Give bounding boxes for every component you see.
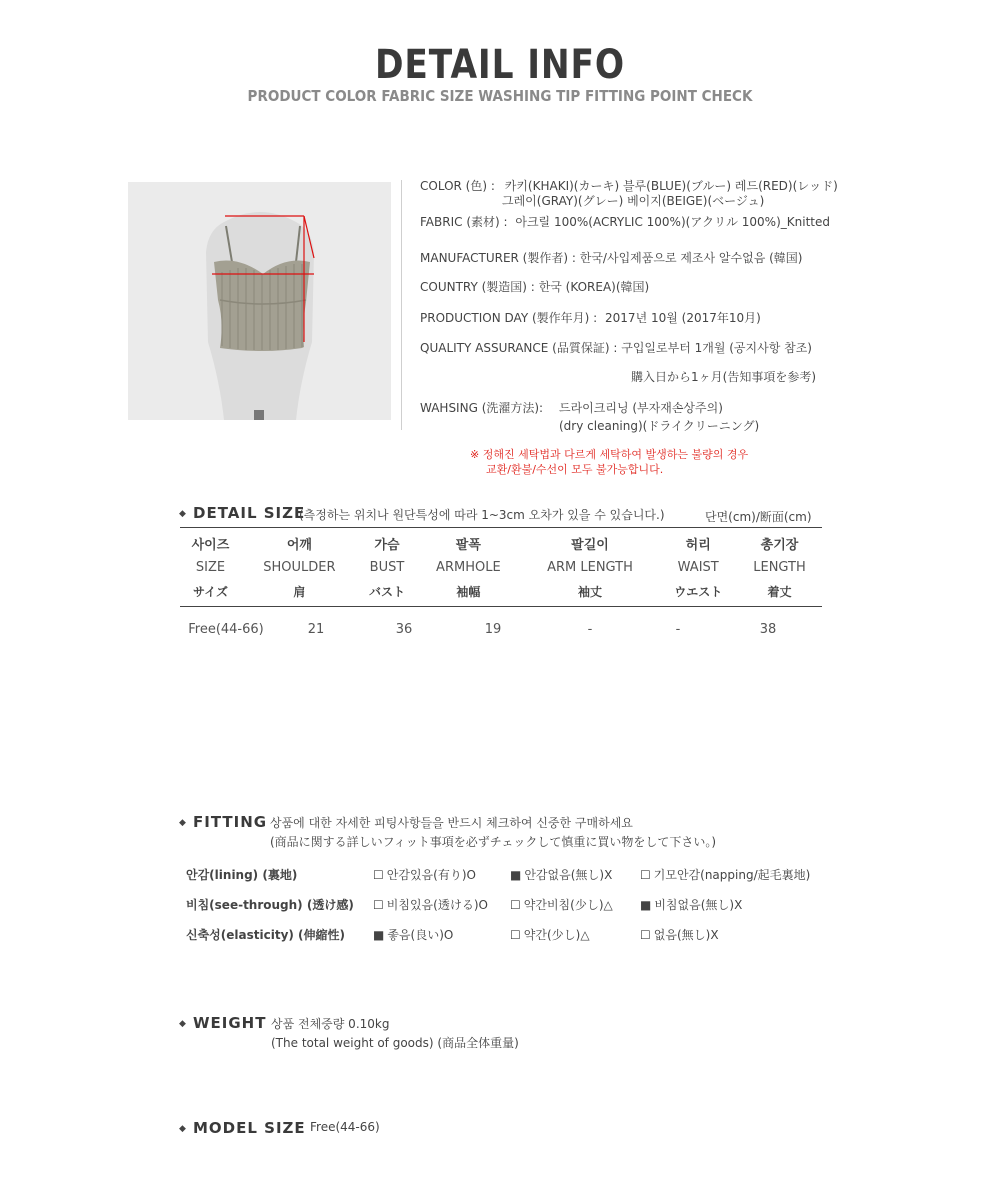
detail-size-unit: 단면(cm)/断面(cm) (705, 510, 812, 524)
table-header-rule (180, 606, 822, 607)
manufacturer-row (420, 250, 802, 266)
size-table-header-cell: WAIST (677, 559, 719, 575)
unchecked-box-icon: ☐ (640, 928, 651, 942)
unchecked-box-icon: ☐ (640, 868, 651, 882)
fitting-option (640, 866, 810, 883)
unchecked-box-icon: ☐ (510, 928, 521, 942)
fitting-option-label: 약간비침(少し)△ (523, 898, 613, 912)
size-table-header-jp (180, 578, 822, 604)
size-table-header-cell: ARMHOLE (436, 559, 501, 575)
table-cell: Free(44-66) (188, 621, 264, 637)
unchecked-box-icon: ☐ (373, 868, 384, 882)
model-size-heading: MODEL SIZE (193, 1119, 306, 1137)
size-table-header-en (180, 556, 822, 578)
bullet-icon: ◆ (179, 818, 186, 828)
production-label: PRODUCTION DAY (製作年月) : (420, 311, 598, 325)
size-table-header-cell: ウエスト (674, 584, 723, 599)
size-table-body (180, 618, 822, 640)
model-size-value: Free(44-66) (310, 1120, 380, 1134)
size-table-header-cell: 着丈 (767, 584, 792, 599)
manufacturer-value: 한국/사입제품으로 제조사 알수없음 (韓国) (579, 251, 803, 265)
size-table-header-cell: サイズ (192, 584, 228, 599)
size-table (180, 530, 822, 604)
size-table-header-ko (180, 530, 822, 556)
qa-row (420, 340, 812, 356)
bullet-icon: ◆ (179, 509, 186, 519)
size-table-header-cell: 어깨 (286, 537, 312, 553)
fitting-option-label: 비침있음(透ける)O (386, 898, 488, 912)
table-top-rule (180, 527, 822, 528)
country-row (420, 279, 649, 295)
table-cell: 19 (484, 621, 502, 637)
size-table-header-cell: バスト (368, 584, 405, 599)
color-value-line2: 그레이(GRAY)(グレー) 베이지(BEIGE)(ベージュ) (502, 194, 765, 208)
production-value: 2017년 10월 (2017年10月) (605, 311, 761, 325)
washing-value-line2: (dry cleaning)(ドライクリーニング) (559, 419, 760, 433)
manufacturer-label: MANUFACTURER (製作者) : (420, 251, 576, 265)
size-table-header-cell: ARM LENGTH (547, 559, 633, 575)
fitting-row-label: 신축성(elasticity) (伸縮性) (186, 928, 346, 942)
fitting-heading: FITTING (193, 813, 268, 831)
color-row (420, 178, 838, 194)
qa-value-jp: 購入日から1ヶ月(告知事項を参考) (631, 370, 816, 384)
fitting-option (373, 926, 453, 943)
size-table-header-cell: 총기장 (760, 537, 799, 553)
size-table-header-cell: 袖幅 (456, 584, 481, 599)
fabric-value: 아크릴 100%(ACRYLIC 100%)(アクリル 100%)_Knitted (515, 215, 830, 229)
qa-value: 구입일로부터 1개월 (공지사항 참조) (621, 341, 812, 355)
table-row (180, 618, 822, 640)
washing-value-line1: 드라이크리닝 (부자재손상주의) (559, 401, 723, 415)
table-cell: 38 (759, 621, 777, 637)
size-table-header-cell: 팔폭 (455, 537, 481, 553)
size-table-header-cell: 팔길이 (571, 537, 609, 553)
washing-warning-line2: 교환/환불/수선이 모두 불가능합니다. (486, 463, 664, 476)
fitting-note-ko: 상품에 대한 자세한 피팅사항들을 반드시 체크하여 신중한 구매하세요 (270, 816, 633, 830)
bullet-icon: ◆ (179, 1124, 186, 1134)
fitting-option-label: 없음(無し)X (653, 928, 719, 942)
size-table-header-cell: BUST (369, 559, 405, 575)
color-label: COLOR (色) : (420, 179, 495, 193)
size-table-header-cell: 肩 (293, 584, 306, 599)
country-value: 한국 (KOREA)(韓国) (538, 280, 650, 294)
fabric-row (420, 214, 830, 230)
fitting-option-label: 좋음(良い)O (387, 928, 454, 942)
divider-line (401, 180, 402, 430)
table-cell: 21 (307, 621, 325, 637)
fitting-option-label: 비침없음(無し)X (654, 898, 743, 912)
fitting-option (373, 896, 488, 913)
size-table-header-cell: 가슴 (374, 537, 400, 553)
size-table-header-cell: 사이즈 (191, 537, 230, 553)
unchecked-box-icon: ☐ (510, 898, 521, 912)
fitting-option (373, 866, 476, 883)
country-label: COUNTRY (製造国) : (420, 280, 535, 294)
fitting-option (510, 866, 612, 883)
table-cell: 36 (395, 621, 413, 637)
size-table-header-cell: SIZE (195, 559, 226, 575)
bullet-icon: ◆ (179, 1019, 186, 1029)
washing-warning-line1: ※ 정해진 세탁법과 다르게 세탁하여 발생하는 불량의 경우 (470, 448, 749, 461)
fabric-label: FABRIC (素材) : (420, 215, 508, 229)
fitting-option (510, 896, 613, 913)
fitting-row-label: 안감(lining) (裏地) (186, 868, 298, 882)
checked-box-icon: ■ (510, 868, 522, 882)
detail-size-heading: DETAIL SIZE (193, 504, 306, 522)
fitting-row-label: 비침(see-through) (透け感) (186, 898, 354, 912)
size-table-header-cell: 허리 (685, 537, 711, 553)
table-cell: - (675, 621, 681, 637)
checked-box-icon: ■ (640, 898, 652, 912)
page-title: DETAIL INFO (375, 42, 625, 88)
weight-heading: WEIGHT (193, 1014, 267, 1032)
fitting-option-label: 약간(少し)△ (523, 928, 590, 942)
size-table-header-cell: 袖丈 (577, 584, 602, 599)
fitting-option-label: 기모안감(napping/起毛裏地) (653, 868, 811, 882)
weight-note: (The total weight of goods) (商品全体重量) (271, 1036, 519, 1050)
mannequin-image (128, 182, 391, 420)
weight-value: 상품 전체중량 0.10kg (271, 1017, 390, 1031)
page-subtitle: PRODUCT COLOR FABRIC SIZE WASHING TIP FITTING POINT CHECK (247, 87, 753, 105)
table-cell: - (587, 621, 593, 637)
production-row (420, 310, 761, 326)
fitting-note-jp: (商品に関する詳しいフィット事項を必ずチェックして慎重に買い物をして下さい。) (270, 835, 717, 849)
color-value-line1: 카키(KHAKI)(カーキ) 블루(BLUE)(ブルー) 레드(RED)(レッド) (504, 179, 838, 193)
fitting-option (640, 896, 742, 913)
fitting-option (510, 926, 590, 943)
product-photo (128, 182, 391, 420)
size-table-header-cell: LENGTH (753, 559, 806, 575)
detail-size-note: (측정하는 위치나 원단특성에 따라 1~3cm 오차가 있을 수 있습니다.) (299, 508, 665, 522)
fitting-option (640, 926, 719, 943)
unchecked-box-icon: ☐ (373, 898, 384, 912)
size-table-header-cell: SHOULDER (263, 559, 336, 575)
washing-label: WAHSING (洗濯方法): (420, 401, 544, 415)
qa-label: QUALITY ASSURANCE (品質保証) : (420, 341, 618, 355)
checked-box-icon: ■ (373, 928, 385, 942)
fitting-option-label: 안감있음(有り)O (386, 868, 476, 882)
fitting-option-label: 안감없음(無し)X (524, 868, 613, 882)
